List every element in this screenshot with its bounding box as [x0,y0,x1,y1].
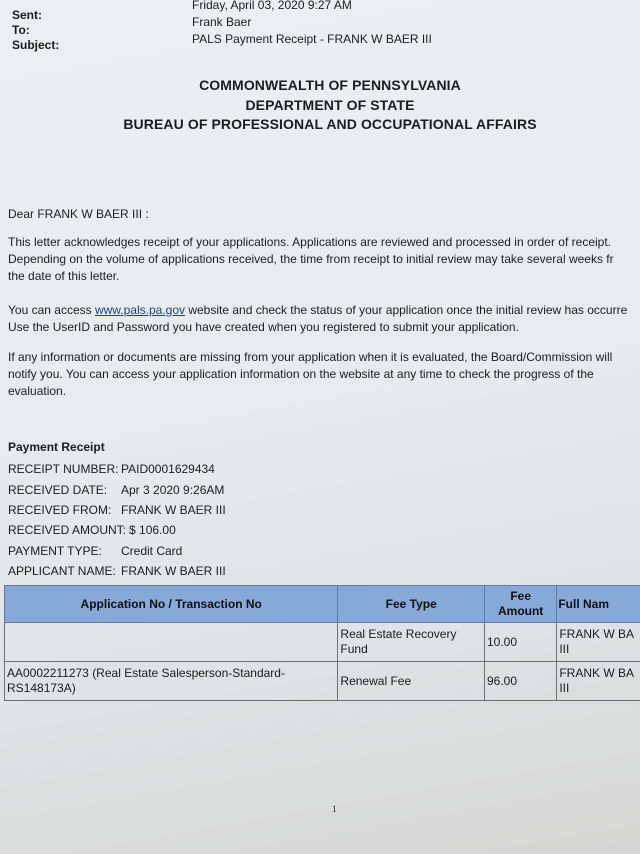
paragraph-3-line-3: evaluation. [8,384,67,398]
fee-table-header-row [5,586,640,623]
subject-label: Subject: [12,38,60,52]
paragraph-2-line-2: Use the UserID and Password you have created when you registered to submit your application. [8,320,519,334]
payment-receipt-title: Payment Receipt [8,440,105,454]
sent-label: Sent: [12,8,42,22]
header-fee-type: Fee Type [338,586,485,623]
cell-fee-amount: 96.00 [484,662,556,701]
applicant-name-row [8,564,226,578]
header-fee-amount: Fee Amount [484,586,556,623]
payment-type-value: Credit Card [121,544,183,558]
received-date-value: Apr 3 2020 9:26AM [121,483,225,497]
receipt-number-value: PAID0001629434 [121,462,215,476]
to-value: Frank Baer [192,15,252,29]
paragraph-1-line-2: Depending on the volume of applications received, the time from receipt to initial review may take several weeks fr [8,252,614,266]
received-date-row [8,483,224,497]
salutation: Dear FRANK W BAER III : [8,207,149,221]
applicant-name-label: APPLICANT NAME: [8,564,116,578]
paragraph-2-text-b: website and check the status of your application once the initial review has occurre [185,303,628,317]
cell-application-no [5,623,338,662]
cell-full-name: FRANK W BA III [557,623,640,662]
paragraph-1 [8,234,640,285]
header-full-name: Full Nam [557,586,640,623]
receipt-number-row [8,462,215,476]
table-row [5,623,640,662]
receipt-number-label: RECEIPT NUMBER: [8,462,119,476]
paragraph-3 [8,349,640,400]
header-application-no: Application No / Transaction No [5,586,338,623]
paragraph-2-line-1 [8,302,640,319]
received-date-label: RECEIVED DATE: [8,483,108,497]
subject-value: PALS Payment Receipt - FRANK W BAER III [192,32,432,46]
received-amount-label: RECEIVED AMOUNT: [8,523,127,537]
applicant-name-value: FRANK W BAER III [121,564,226,578]
received-amount-value: $ 106.00 [129,523,176,537]
received-from-row [8,503,226,517]
table-row [5,662,640,701]
letterhead-line-1: COMMONWEALTH OF PENNSYLVANIA [199,77,461,93]
received-from-label: RECEIVED FROM: [8,503,112,517]
received-from-value: FRANK W BAER III [121,503,226,517]
payment-type-label: PAYMENT TYPE: [8,544,102,558]
cell-fee-type: Real Estate Recovery Fund [338,623,485,662]
paragraph-3-line-1: If any information or documents are missing from your application when it is evaluated, the Board/Commission will [8,350,613,364]
letterhead-line-2: DEPARTMENT OF STATE [245,97,415,113]
paragraph-1-line-3: the date of this letter. [8,269,120,283]
paragraph-3-line-2: notify you. You can access your application information on the website at any time to check the progress of the [8,367,594,381]
sent-value: Friday, April 03, 2020 9:27 AM [192,0,352,12]
cell-application-no: AA0002211273 (Real Estate Salesperson-Standard- RS148173A) [5,662,338,701]
paragraph-1-line-1: This letter acknowledges receipt of your applications. Applications are reviewed and processed in order of receipt. [8,235,611,249]
cell-fee-amount: 10.00 [484,623,556,662]
paragraph-2-text-a: You can access [8,303,95,317]
paragraph-2 [8,302,640,336]
letterhead-line-3: BUREAU OF PROFESSIONAL AND OCCUPATIONAL AFFAIRS [123,116,537,132]
pals-website-link[interactable]: www.pals.pa.gov [94,303,185,317]
page-number: 1 [332,804,337,814]
payment-type-row [8,544,182,558]
fee-table [4,585,640,701]
received-amount-row [8,523,176,537]
cell-fee-type: Renewal Fee [338,662,485,701]
cell-full-name: FRANK W BA III [557,662,640,701]
to-label: To: [12,23,30,37]
